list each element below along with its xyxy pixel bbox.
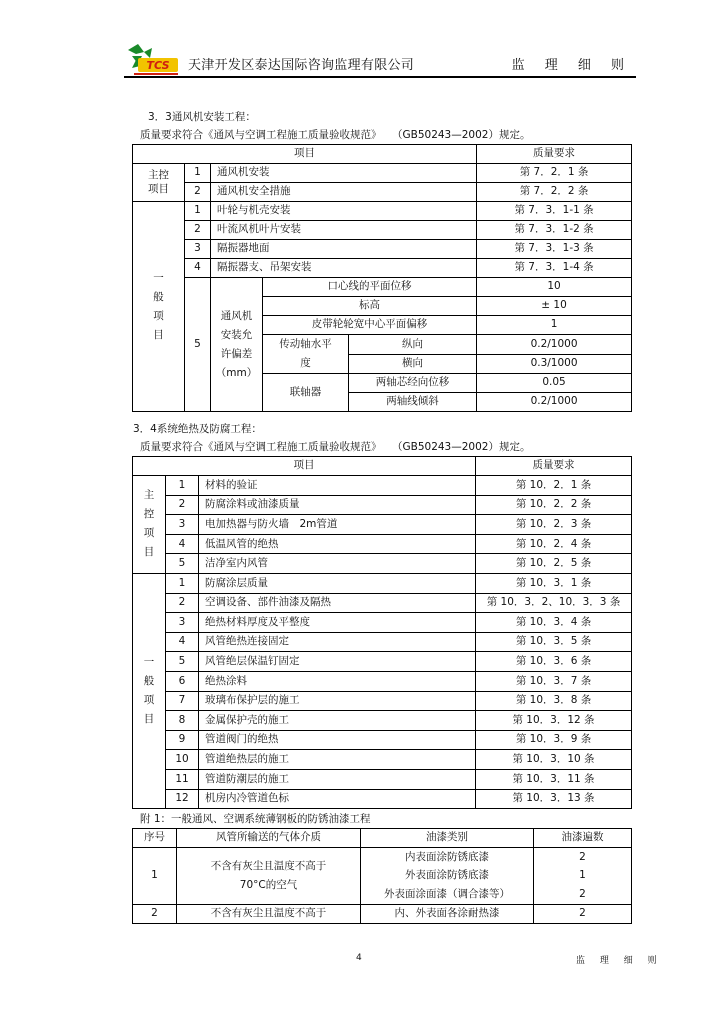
company-logo bbox=[124, 40, 182, 80]
table-row bbox=[133, 769, 632, 789]
row-item: 叶流风机叶片安装 bbox=[211, 221, 477, 240]
table-row bbox=[133, 495, 632, 515]
tolerance-label: 通风机 安装允 许偏差 （mm） bbox=[211, 278, 263, 412]
row-item: 材料的验证 bbox=[199, 476, 476, 496]
header-requirement: 质量要求 bbox=[476, 457, 632, 476]
col-header: 序号 bbox=[133, 829, 177, 848]
paint-type: 内表面涂防锈底漆 bbox=[361, 848, 534, 867]
medium-cell: 不含有灰尘且温度不高于 bbox=[177, 905, 361, 924]
row-req: 第 10．2．4 条 bbox=[476, 534, 632, 554]
col-header: 油漆类别 bbox=[361, 829, 534, 848]
row-item: 管道阀门的绝热 bbox=[199, 730, 476, 750]
table-row bbox=[133, 789, 632, 809]
row-req: 第 10．2．1 条 bbox=[476, 476, 632, 496]
row-req: 第 10．3．6 条 bbox=[476, 652, 632, 672]
sub-label: 标高 bbox=[263, 297, 477, 316]
table-row bbox=[133, 593, 632, 613]
row-no: 2 bbox=[133, 905, 177, 924]
row-item: 绝热涂料 bbox=[199, 671, 476, 691]
row-req: 第 10．3．10 条 bbox=[476, 750, 632, 770]
row-item: 风管绝层保温钉固定 bbox=[199, 652, 476, 672]
row-no: 2 bbox=[185, 183, 211, 202]
row-no: 4 bbox=[166, 632, 199, 652]
header-item: 项目 bbox=[133, 145, 477, 164]
row-no: 4 bbox=[185, 259, 211, 278]
col-header: 油漆遍数 bbox=[534, 829, 632, 848]
group-label: 主 控 项 目 bbox=[133, 476, 166, 574]
row-no: 5 bbox=[166, 652, 199, 672]
page-header bbox=[124, 40, 636, 80]
row-no: 5 bbox=[185, 278, 211, 412]
sub-label: 两轴芯经向位移 bbox=[349, 374, 477, 393]
section-33-title: 3．3通风机安装工程： bbox=[148, 111, 256, 123]
row-no: 3 bbox=[166, 613, 199, 633]
row-item: 隔振器支、吊架安装 bbox=[211, 259, 477, 278]
row-no: 3 bbox=[166, 515, 199, 535]
row-item: 机房内冷管道色标 bbox=[199, 789, 476, 809]
sub-label: 两轴线倾斜 bbox=[349, 393, 477, 412]
row-no: 7 bbox=[166, 691, 199, 711]
main-control-label: 主控 项目 bbox=[133, 164, 185, 202]
row-item: 管道绝热层的施工 bbox=[199, 750, 476, 770]
row-req: 第 7．3．1-4 条 bbox=[477, 259, 632, 278]
table-row bbox=[133, 691, 632, 711]
row-req: 第 7．3．1-1 条 bbox=[477, 202, 632, 221]
row-req: 第 10．3．11 条 bbox=[476, 769, 632, 789]
header-divider bbox=[124, 76, 636, 78]
row-item: 空调设备、部件油漆及隔热 bbox=[199, 593, 476, 613]
table-row bbox=[133, 554, 632, 574]
table-row bbox=[133, 671, 632, 691]
row-req: 第 10．3．5 条 bbox=[476, 632, 632, 652]
row-no: 1 bbox=[185, 164, 211, 183]
sub-label: 皮带轮轮宽中心平面偏移 bbox=[263, 316, 477, 335]
sub-value: ± 10 bbox=[477, 297, 632, 316]
row-no: 4 bbox=[166, 534, 199, 554]
row-no: 6 bbox=[166, 671, 199, 691]
row-req: 第 10．3．7 条 bbox=[476, 671, 632, 691]
paint-count: 2 bbox=[534, 886, 632, 905]
row-no: 1 bbox=[133, 848, 177, 905]
row-item: 风管绝热连接固定 bbox=[199, 632, 476, 652]
paint-type: 外表面涂防锈底漆 bbox=[361, 867, 534, 886]
sub-value: 0.3/1000 bbox=[477, 354, 632, 374]
row-no: 2 bbox=[185, 221, 211, 240]
medium-cell: 不含有灰尘且温度不高于 70°C的空气 bbox=[177, 848, 361, 905]
table-insulation bbox=[132, 456, 632, 809]
table-row bbox=[133, 711, 632, 731]
row-no: 5 bbox=[166, 554, 199, 574]
row-no: 1 bbox=[185, 202, 211, 221]
row-item: 叶轮与机壳安装 bbox=[211, 202, 477, 221]
row-req: 第 10．3．12 条 bbox=[476, 711, 632, 731]
row-req: 第 10．3．8 条 bbox=[476, 691, 632, 711]
table-row bbox=[133, 730, 632, 750]
sub-value: 0.2/1000 bbox=[477, 393, 632, 412]
table-row bbox=[133, 632, 632, 652]
page-number: 4 bbox=[356, 953, 362, 963]
paint-count: 1 bbox=[534, 867, 632, 886]
header-requirement: 质量要求 bbox=[477, 145, 632, 164]
row-req: 第 7．3．1-2 条 bbox=[477, 221, 632, 240]
general-label: 一 般 项 目 bbox=[133, 202, 185, 412]
row-item: 金属保护壳的施工 bbox=[199, 711, 476, 731]
row-no: 2 bbox=[166, 495, 199, 515]
row-req: 第 10．2．2 条 bbox=[476, 495, 632, 515]
row-no: 8 bbox=[166, 711, 199, 731]
footer-title: 监 理 细 则 bbox=[576, 956, 663, 966]
row-req: 第 10．2．3 条 bbox=[476, 515, 632, 535]
section-33-requirement: 质量要求符合《通风与空调工程施工质量验收规范》 （GB50243—2002）规定。 bbox=[140, 129, 531, 141]
row-no: 9 bbox=[166, 730, 199, 750]
sub-label: 口心线的平面位移 bbox=[263, 278, 477, 297]
row-item: 通风机安装 bbox=[211, 164, 477, 183]
section-34-requirement: 质量要求符合《通风与空调工程施工质量验收规范》 （GB50243—2002）规定。 bbox=[140, 441, 531, 453]
col-header: 风管所输送的气体介质 bbox=[177, 829, 361, 848]
row-item: 通风机安全措施 bbox=[211, 183, 477, 202]
row-no: 2 bbox=[166, 593, 199, 613]
row-req: 第 7．3．1-3 条 bbox=[477, 240, 632, 259]
table-row bbox=[133, 652, 632, 672]
svg-text:TCS: TCS bbox=[146, 59, 170, 72]
table-fan-installation bbox=[132, 144, 632, 412]
row-item: 玻璃布保护层的施工 bbox=[199, 691, 476, 711]
section-34-title: 3．4系统绝热及防腐工程： bbox=[133, 423, 262, 435]
row-req: 第 10．3．9 条 bbox=[476, 730, 632, 750]
sub-value: 0.05 bbox=[477, 374, 632, 393]
row-no: 12 bbox=[166, 789, 199, 809]
header-item: 项目 bbox=[133, 457, 476, 476]
row-req: 第 10．3．13 条 bbox=[476, 789, 632, 809]
appendix-title: 附 1：一般通风、空调系统薄钢板的防锈油漆工程 bbox=[140, 813, 371, 825]
row-no: 3 bbox=[185, 240, 211, 259]
company-name: 天津开发区泰达国际咨询监理有限公司 bbox=[188, 58, 415, 73]
table-paint bbox=[132, 828, 632, 924]
row-item: 绝热材料厚度及平整度 bbox=[199, 613, 476, 633]
row-item: 防腐涂层质量 bbox=[199, 573, 476, 593]
row-item: 低温风管的绝热 bbox=[199, 534, 476, 554]
paint-type: 外表面涂面漆（调合漆等） bbox=[361, 886, 534, 905]
table-row bbox=[133, 534, 632, 554]
row-req: 第 10．3．1 条 bbox=[476, 573, 632, 593]
row-item: 防腐涂料或油漆质量 bbox=[199, 495, 476, 515]
table-row bbox=[133, 476, 632, 496]
table-row bbox=[133, 515, 632, 535]
row-item: 电加热器与防火墙 2m管道 bbox=[199, 515, 476, 535]
row-no: 10 bbox=[166, 750, 199, 770]
row-item: 管道防潮层的施工 bbox=[199, 769, 476, 789]
row-req: 第 7．2．2 条 bbox=[477, 183, 632, 202]
row-req: 第 10．2．5 条 bbox=[476, 554, 632, 574]
row-item: 洁净室内风管 bbox=[199, 554, 476, 574]
sub-label: 纵向 bbox=[349, 335, 477, 355]
row-req: 第 10．3．4 条 bbox=[476, 613, 632, 633]
header-title: 监 理 细 则 bbox=[511, 58, 632, 73]
row-req: 第 10．3．2、10．3．3 条 bbox=[476, 593, 632, 613]
table-row bbox=[133, 573, 632, 593]
shaft-label: 传动轴水平 度 bbox=[263, 335, 349, 374]
sub-label: 横向 bbox=[349, 354, 477, 374]
row-no: 1 bbox=[166, 476, 199, 496]
sub-value: 0.2/1000 bbox=[477, 335, 632, 355]
group-label: 一 般 项 目 bbox=[133, 573, 166, 808]
row-no: 11 bbox=[166, 769, 199, 789]
row-req: 第 7．2．1 条 bbox=[477, 164, 632, 183]
sub-value: 1 bbox=[477, 316, 632, 335]
paint-type: 内、外表面各涂耐热漆 bbox=[361, 905, 534, 924]
sub-value: 10 bbox=[477, 278, 632, 297]
paint-count: 2 bbox=[534, 848, 632, 867]
row-no: 1 bbox=[166, 573, 199, 593]
paint-count: 2 bbox=[534, 905, 632, 924]
coupling-label: 联轴器 bbox=[263, 374, 349, 412]
table-row bbox=[133, 750, 632, 770]
row-item: 隔振器地面 bbox=[211, 240, 477, 259]
table-row bbox=[133, 613, 632, 633]
